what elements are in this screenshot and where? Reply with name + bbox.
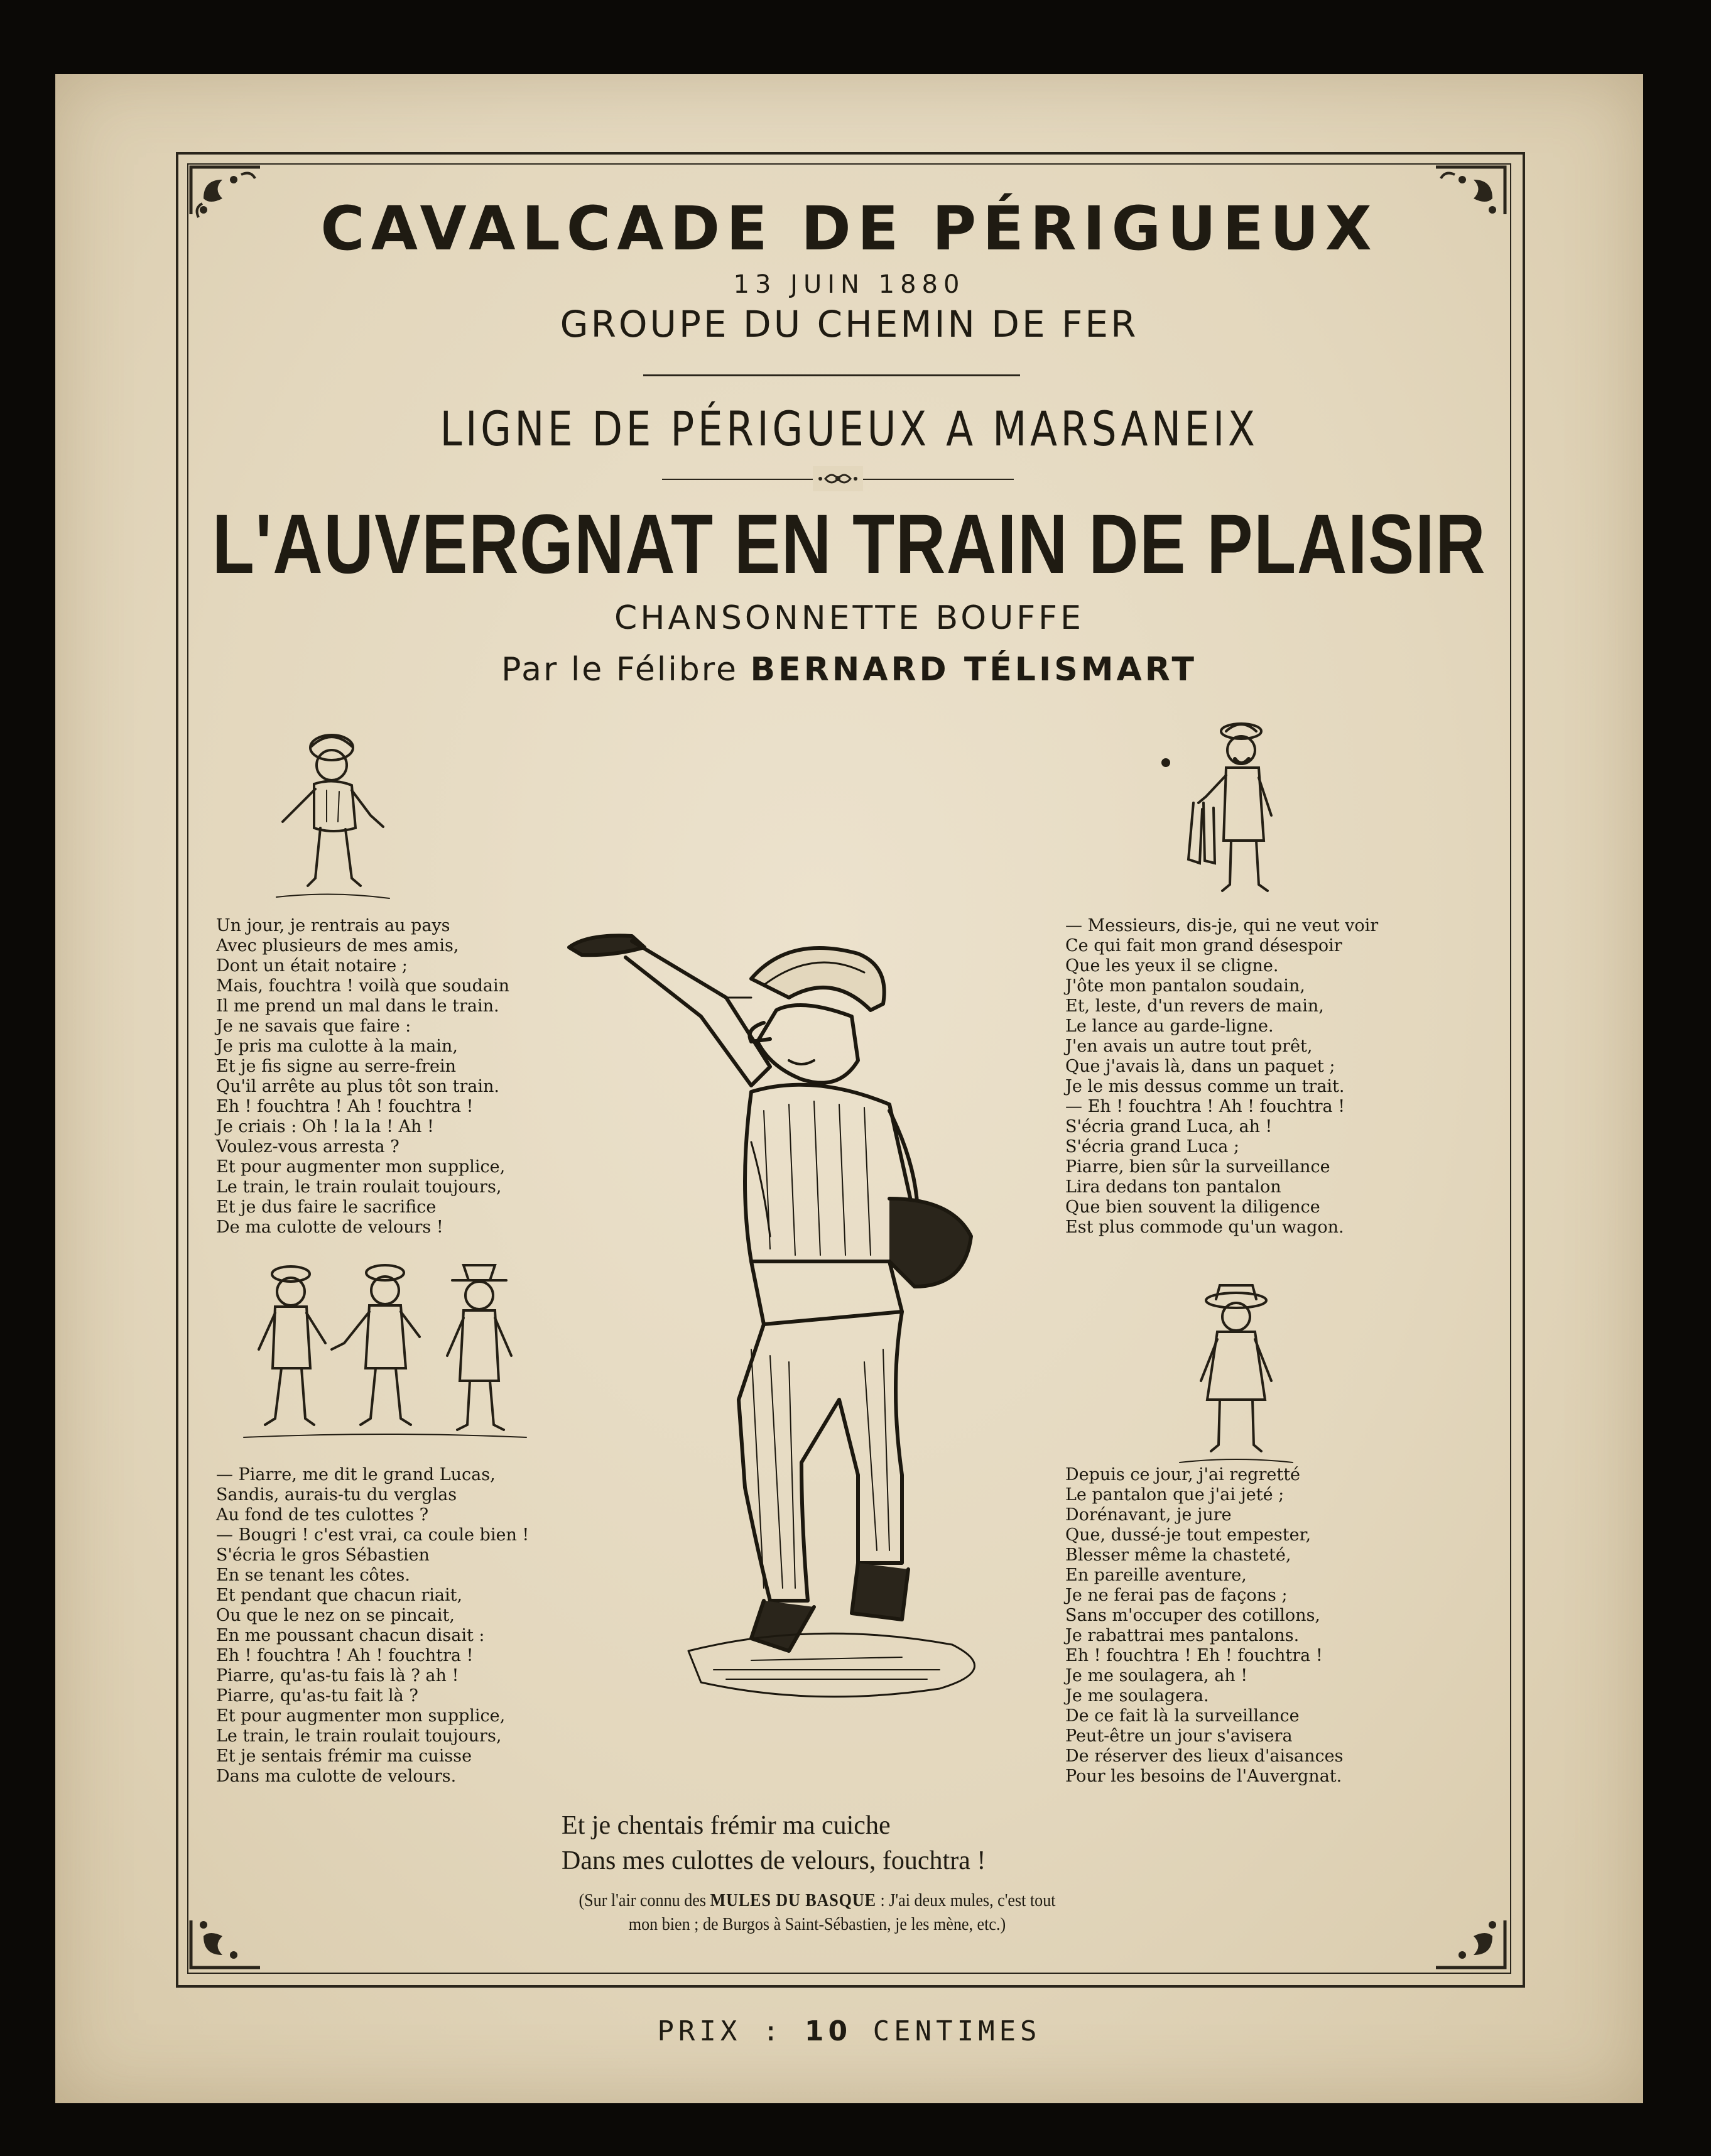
verse-line: Eh ! fouchtra ! Ah ! fouchtra ! [216,1097,474,1116]
verse-line: Le train, le train roulait toujours, [216,1177,502,1197]
verse-line: De ma culotte de velours ! [216,1217,443,1237]
verse-line: Lira dedans ton pantalon [1065,1177,1281,1197]
verse-line: Et, leste, d'un revers de main, [1065,996,1324,1016]
verse-line: Que les yeux il se cligne. [1065,956,1279,976]
verse-line: Je pris ma culotte à la main, [216,1037,458,1056]
verse-line: En me poussant chacun disait : [216,1626,485,1645]
verse-line: Que j'avais là, dans un paquet ; [1065,1057,1335,1076]
verse-line: En pareille aventure, [1065,1565,1247,1585]
verse-line: Peut-être un jour s'avisera [1065,1726,1293,1746]
fleuron-icon [813,466,863,491]
verse-1 [216,916,509,1238]
verse-line: Le train, le train roulait toujours, [216,1726,502,1746]
verse-line: S'écria grand Luca, ah ! [1065,1117,1273,1136]
verse-line: Le pantalon que j'ai jeté ; [1065,1485,1285,1505]
verse-line: Je me soulagera. [1065,1686,1209,1706]
divider [643,374,1020,376]
man-holding-stockings-illustration [1161,715,1312,903]
verse-line: Blesser même la chasteté, [1065,1545,1291,1565]
price-unit: CENTIMES [872,2015,1041,2047]
verse-line: Eh ! fouchtra ! Ah ! fouchtra ! [216,1646,474,1665]
tune-name: MULES DU BASQUE [710,1890,876,1910]
refrain [562,1808,986,1878]
page-title: CAVALCADE DE PÉRIGUEUX [320,193,1378,264]
verse-line: Un jour, je rentrais au pays [216,916,450,935]
broadsheet-page [55,74,1643,2103]
verse-line: Je ne savais que faire : [216,1016,411,1036]
song-subtitle: CHANSONNETTE BOUFFE [614,599,1084,637]
verse-line: Je me soulagera, ah ! [1065,1666,1248,1685]
song-title: L'AUVERGNAT EN TRAIN DE PLAISIR [212,498,1487,591]
verse-line: En se tenant les côtes. [216,1565,410,1585]
verse-line: S'écria grand Luca ; [1065,1137,1240,1157]
verse-line: Piarre, bien sûr la surveillance [1065,1157,1330,1177]
verse-line: Ou que le nez on se pincait, [216,1606,455,1625]
refrain-line: Dans mes culottes de velours, fouchtra ! [562,1846,986,1875]
verse-3 [216,1465,529,1787]
tune-note [563,1888,1072,1936]
verse-line: Qu'il arrête au plus tôt son train. [216,1077,499,1096]
verse-line: S'écria le gros Sébastien [216,1545,430,1565]
tune-note-prefix: (Sur l'air connu des [578,1890,707,1910]
refrain-line: Et je chentais frémir ma cuiche [562,1811,891,1840]
verse-line: Au fond de tes culottes ? [216,1505,429,1525]
verse-line: — Bougri ! c'est vrai, ca coule bien ! [216,1525,530,1545]
verse-line: Avec plusieurs de mes amis, [216,936,459,956]
verse-line: J'en avais un autre tout prêt, [1065,1037,1313,1056]
verse-line: De réserver des lieux d'aisances [1065,1746,1344,1766]
verse-line: Ce qui fait mon grand désespoir [1065,936,1342,956]
event-date: 13 JUIN 1880 [733,270,965,299]
man-holding-culotte-illustration [258,721,408,910]
verse-line: Je criais : Oh ! la la ! Ah ! [216,1117,434,1136]
verse-line: Depuis ce jour, j'ai regretté [1065,1465,1301,1484]
three-men-laughing-illustration [231,1255,539,1444]
tune-note-suffix: : J'ai deux mules, c'est tout mon bien ; de Burgos à Saint-Sébastien, je les mène, etc.) [628,1890,1056,1934]
man-from-behind-illustration [1167,1280,1305,1469]
verse-line: Et pendant que chacun riait, [216,1586,463,1605]
verse-line: Que, dussé-je tout empester, [1065,1525,1312,1545]
verse-line: Sans m'occuper des cotillons, [1065,1606,1321,1625]
verse-line: Et pour augmenter mon supplice, [216,1706,506,1726]
verse-line: Piarre, qu'as-tu fait là ? [216,1686,418,1706]
author-prefix: Par le Félibre [501,651,739,689]
verse-2 [1065,916,1378,1238]
corner-ornament-icon [178,1911,273,1980]
verse-line: Est plus commode qu'un wagon. [1065,1217,1344,1237]
verse-line: Pour les besoins de l'Auvergnat. [1065,1767,1342,1786]
verse-line: Il me prend un mal dans le train. [216,996,499,1016]
verse-line: Dont un était notaire ; [216,956,408,976]
verse-line: Je le mis dessus comme un trait. [1065,1077,1345,1096]
verse-line: Sandis, aurais-tu du verglas [216,1485,457,1505]
verse-line: Et je sentais frémir ma cuisse [216,1746,472,1766]
main-auvergnat-figure-illustration [563,922,1153,1846]
author-name: BERNARD TÉLISMART [750,651,1197,689]
verse-line: Piarre, qu'as-tu fais là ? ah ! [216,1666,459,1685]
price-value: 10 [804,2015,852,2047]
verse-line: Et je fis signe au serre-frein [216,1057,456,1076]
verse-line: Voulez-vous arresta ? [216,1137,399,1157]
verse-line: Que bien souvent la diligence [1065,1197,1320,1217]
corner-ornament-icon [1423,1911,1518,1980]
verse-line: — Piarre, me dit le grand Lucas, [216,1465,496,1484]
price-label: PRIX : [657,2015,784,2047]
verse-line: Mais, fouchtra ! voilà que soudain [216,976,510,996]
verse-line: De ce fait là la surveillance [1065,1706,1300,1726]
verse-line: — Messieurs, dis-je, qui ne veut voir [1065,916,1379,935]
verse-line: Le lance au garde-ligne. [1065,1016,1274,1036]
verse-line: Et pour augmenter mon supplice, [216,1157,506,1177]
verse-line: Je ne ferai pas de façons ; [1065,1586,1288,1605]
verse-4 [1065,1465,1343,1787]
group-heading: GROUPE DU CHEMIN DE FER [560,303,1139,346]
verse-line: Dorénavant, je jure [1065,1505,1232,1525]
price-line [55,2015,1643,2047]
line-heading: LIGNE DE PÉRIGUEUX A MARSANEIX [440,401,1259,457]
verse-line: Et je dus faire le sacrifice [216,1197,437,1217]
verse-line: — Eh ! fouchtra ! Ah ! fouchtra ! [1065,1097,1345,1116]
verse-line: Je rabattrai mes pantalons. [1065,1626,1300,1645]
verse-line: J'ôte mon pantalon soudain, [1065,976,1305,996]
verse-line: Dans ma culotte de velours. [216,1767,457,1786]
author-line [55,651,1643,689]
verse-line: Eh ! fouchtra ! Eh ! fouchtra ! [1065,1646,1323,1665]
